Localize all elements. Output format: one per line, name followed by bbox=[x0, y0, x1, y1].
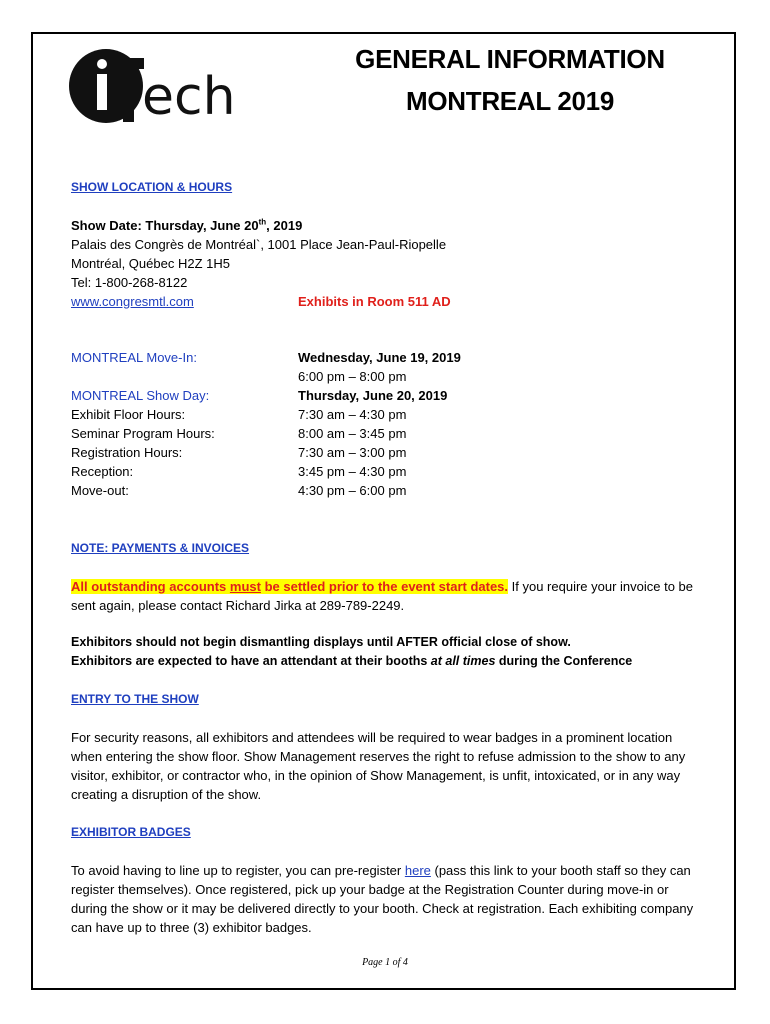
attendant-note: Exhibitors are expected to have an attendant at their booths at all times during the Conference bbox=[71, 654, 633, 668]
badges-heading: EXHIBITOR BADGES bbox=[71, 825, 191, 839]
showday-label: MONTREAL Show Day: bbox=[71, 388, 210, 403]
show-date: Show Date: Thursday, June 20th, 2019 bbox=[71, 217, 303, 233]
page-number: Page 1 of 4 bbox=[362, 957, 408, 968]
schedule-row-time: 8:00 am – 3:45 pm bbox=[298, 426, 407, 441]
room-note: Exhibits in Room 511 AD bbox=[298, 294, 451, 309]
svg-text:ech: ech bbox=[142, 67, 236, 124]
venue-website-link[interactable]: www.congresmtl.com bbox=[71, 294, 194, 309]
schedule-row-time: 3:45 pm – 4:30 pm bbox=[298, 464, 407, 479]
schedule-row-time: 4:30 pm – 6:00 pm bbox=[298, 483, 407, 498]
title-line-1: GENERAL INFORMATION bbox=[355, 44, 665, 74]
schedule-row-label: Registration Hours: bbox=[71, 445, 183, 460]
movein-time: 6:00 pm – 8:00 pm bbox=[298, 369, 407, 384]
badges-paragraph: To avoid having to line up to register, you can pre-register here (pass this link to your booth staff so they can register themselves). Once registered, pick up your badge at the Registration Counter during move-in or during the show or it may be delivered directly to your booth. Check at registration. Each exhibiting company can have up to three (3) exhibitor badges. bbox=[71, 863, 694, 935]
venue-city: Montréal, Québec H2Z 1H5 bbox=[71, 256, 230, 271]
movein-date: Wednesday, June 19, 2019 bbox=[298, 350, 461, 365]
title-line-2: MONTREAL 2019 bbox=[405, 86, 614, 116]
entry-heading: ENTRY TO THE SHOW bbox=[71, 692, 199, 706]
itech-logo bbox=[68, 48, 243, 124]
showday-date: Thursday, June 20, 2019 bbox=[298, 388, 448, 403]
schedule-row-label: Seminar Program Hours: bbox=[71, 426, 215, 441]
movein-label: MONTREAL Move-In: bbox=[71, 350, 197, 365]
payments-heading: NOTE: PAYMENTS & INVOICES bbox=[71, 541, 250, 555]
venue-address: Palais des Congrès de Montréal`, 1001 Place Jean-Paul-Riopelle bbox=[71, 237, 447, 252]
schedule-row-label: Exhibit Floor Hours: bbox=[71, 407, 186, 422]
schedule-row-label: Move-out: bbox=[71, 483, 129, 498]
show-location-heading: SHOW LOCATION & HOURS bbox=[71, 180, 233, 194]
schedule-row-label: Reception: bbox=[71, 464, 134, 479]
page-border bbox=[31, 32, 736, 990]
entry-paragraph: For security reasons, all exhibitors and attendees will be required to wear badges in a prominent location when entering the show floor. Show Management reserves the right to refuse admission to the show to any visitor, exhibitor, or contractor who, in the opinion of Show Management, is unfit, intoxicated, or in any way creating a disruption of the show. bbox=[71, 730, 686, 802]
schedule-row-time: 7:30 am – 4:30 pm bbox=[298, 407, 407, 422]
schedule-row-time: 7:30 am – 3:00 pm bbox=[298, 445, 407, 460]
venue-tel: Tel: 1-800-268-8122 bbox=[71, 275, 188, 290]
payments-paragraph: All outstanding accounts must be settled prior to the event start dates. If you require your invoice to be sent again, please contact Richard Jirka at 289-789-2249. bbox=[71, 579, 694, 613]
dismantle-note: Exhibitors should not begin dismantling displays until AFTER official close of show. bbox=[71, 635, 571, 649]
preregister-link[interactable]: here bbox=[404, 863, 431, 878]
